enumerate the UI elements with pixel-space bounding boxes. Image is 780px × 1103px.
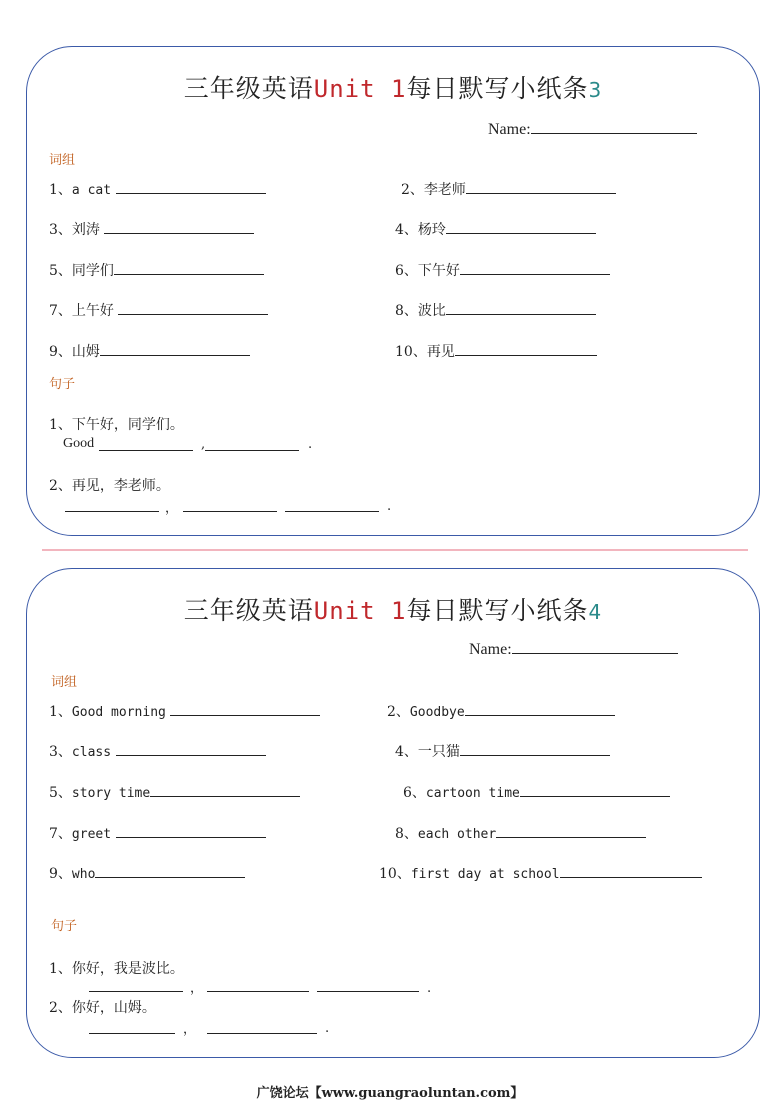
phrase-item: 4、一只猫 bbox=[395, 741, 610, 761]
title-prefix: 三年级英语 bbox=[183, 596, 314, 625]
answer-blank[interactable] bbox=[455, 343, 597, 356]
answer-blank[interactable] bbox=[317, 991, 419, 992]
answer-blank[interactable] bbox=[207, 1033, 317, 1034]
answer-blank[interactable] bbox=[446, 221, 596, 234]
sentences-heading: 句子 bbox=[51, 919, 78, 934]
period: . bbox=[325, 1021, 330, 1036]
answer-blank[interactable] bbox=[446, 302, 596, 315]
answer-blank[interactable] bbox=[183, 511, 277, 512]
sentence-prompt: 2、再见，李老师。 bbox=[49, 478, 170, 494]
answer-blank[interactable] bbox=[496, 825, 646, 838]
answer-blank[interactable] bbox=[207, 991, 309, 992]
comma: , bbox=[201, 437, 206, 452]
phrase-item: 1、Good morning bbox=[49, 701, 320, 721]
answer-blank[interactable] bbox=[170, 703, 320, 716]
answer-blank[interactable] bbox=[104, 221, 254, 234]
phrase-item: 2、Goodbye bbox=[387, 701, 615, 721]
title-prefix: 三年级英语 bbox=[183, 74, 314, 103]
title-unit: Unit 1 bbox=[313, 75, 407, 103]
phrase-item: 9、who bbox=[49, 863, 245, 883]
answer-blank[interactable] bbox=[116, 743, 266, 756]
card-title bbox=[27, 69, 759, 105]
phrase-item: 6、cartoon time bbox=[403, 782, 670, 802]
answer-blank[interactable] bbox=[560, 865, 702, 878]
phrase-item: 3、刘涛 bbox=[49, 219, 254, 239]
title-number: 3 bbox=[588, 78, 603, 102]
sentence-prompt: 2、你好，山姆。 bbox=[49, 1000, 156, 1016]
phrase-item: 10、再见 bbox=[395, 341, 597, 361]
phrase-item: 9、山姆 bbox=[49, 341, 250, 361]
answer-blank[interactable] bbox=[89, 991, 183, 992]
answer-blank[interactable] bbox=[520, 784, 670, 797]
answer-blank[interactable] bbox=[466, 181, 616, 194]
sentence-prompt: 1、你好，我是波比。 bbox=[49, 961, 184, 977]
answer-blank[interactable] bbox=[118, 302, 268, 315]
answer-blank[interactable] bbox=[116, 825, 266, 838]
period: . bbox=[387, 499, 392, 514]
phrase-item: 5、story time bbox=[49, 782, 300, 802]
phrase-item: 10、first day at school bbox=[379, 863, 702, 883]
answer-blank[interactable] bbox=[116, 181, 266, 194]
answer-blank[interactable] bbox=[99, 450, 193, 451]
comma: ， bbox=[190, 981, 204, 996]
phrases-heading: 词组 bbox=[49, 153, 76, 168]
phrase-item: 4、杨玲 bbox=[395, 219, 596, 239]
answer-blank[interactable] bbox=[460, 262, 610, 275]
phrase-item: 3、class bbox=[49, 741, 266, 761]
sentences-heading: 句子 bbox=[49, 377, 76, 392]
phrase-item: 8、波比 bbox=[395, 300, 596, 320]
comma: ， bbox=[165, 501, 179, 516]
phrase-item: 6、下午好 bbox=[395, 260, 610, 280]
title-number: 4 bbox=[588, 600, 603, 624]
period: . bbox=[427, 981, 432, 996]
name-blank[interactable] bbox=[531, 119, 697, 134]
comma: ， bbox=[183, 1022, 197, 1037]
phrase-item: 2、李老师 bbox=[401, 179, 616, 199]
answer-blank[interactable] bbox=[285, 511, 379, 512]
answer-blank[interactable] bbox=[100, 343, 250, 356]
name-label: Name: bbox=[488, 121, 531, 138]
answer-blank[interactable] bbox=[95, 865, 245, 878]
name-label: Name: bbox=[469, 641, 512, 658]
divider bbox=[42, 549, 748, 551]
sentence-prompt: 1、下午好，同学们。 bbox=[49, 417, 184, 433]
phrase-item: 5、同学们 bbox=[49, 260, 264, 280]
phrases-heading: 词组 bbox=[51, 675, 78, 690]
dictation-card-4 bbox=[26, 568, 760, 1058]
sentence-prefix: Good bbox=[63, 436, 95, 451]
answer-blank[interactable] bbox=[460, 743, 610, 756]
phrase-item: 1、a cat bbox=[49, 179, 266, 199]
name-field[interactable] bbox=[488, 119, 697, 139]
name-field[interactable] bbox=[469, 639, 678, 659]
answer-blank[interactable] bbox=[205, 450, 299, 451]
answer-blank[interactable] bbox=[150, 784, 300, 797]
period: . bbox=[308, 437, 313, 452]
title-unit: Unit 1 bbox=[313, 597, 407, 625]
title-suffix: 每日默写小纸条 bbox=[406, 596, 589, 625]
dictation-card-3 bbox=[26, 46, 760, 536]
name-blank[interactable] bbox=[512, 639, 678, 654]
title-suffix: 每日默写小纸条 bbox=[406, 74, 589, 103]
card-title bbox=[27, 591, 759, 627]
answer-blank[interactable] bbox=[89, 1033, 175, 1034]
phrase-item: 7、greet bbox=[49, 823, 266, 843]
footer-source: 广饶论坛【www.guangraoluntan.com】 bbox=[256, 1086, 524, 1101]
answer-blank[interactable] bbox=[465, 703, 615, 716]
phrase-item: 7、上午好 bbox=[49, 300, 268, 320]
answer-blank[interactable] bbox=[114, 262, 264, 275]
answer-blank[interactable] bbox=[65, 511, 159, 512]
phrase-item: 8、each other bbox=[395, 823, 646, 843]
